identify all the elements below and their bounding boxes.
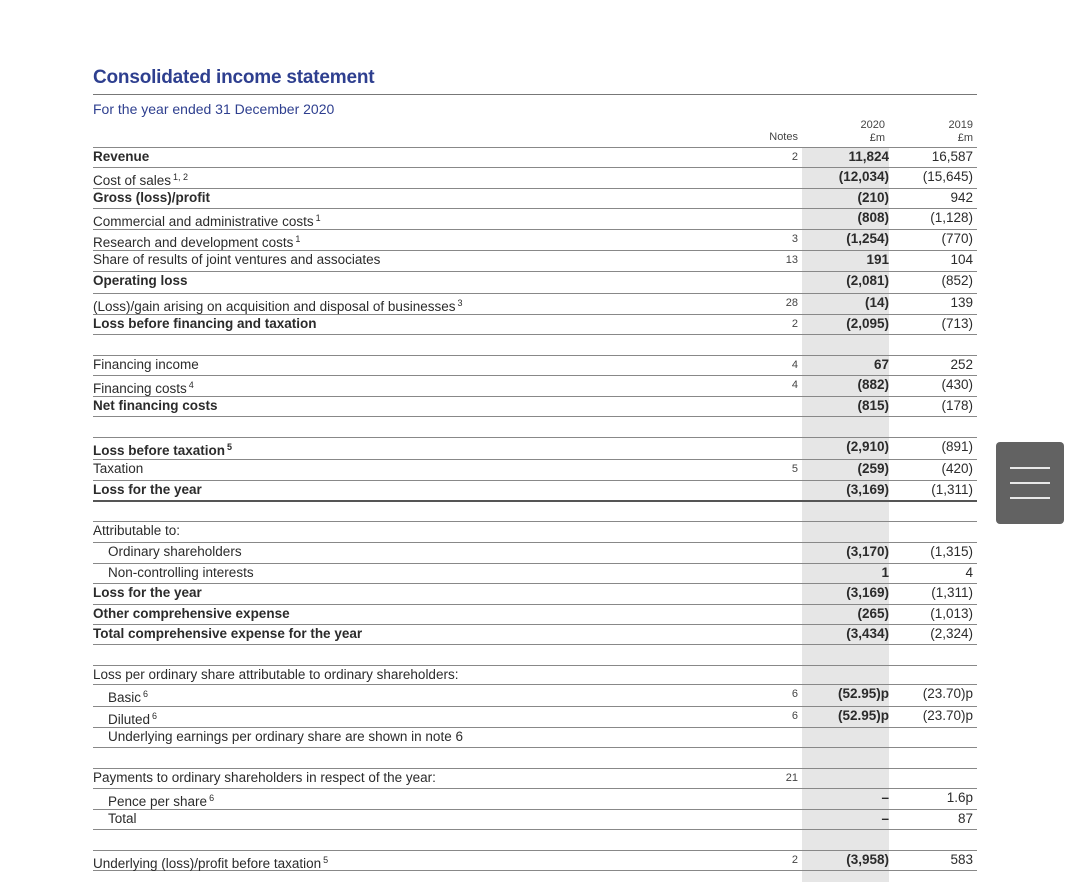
row-label-text: Loss before financing and taxation (93, 316, 317, 331)
footnote-ref: 6 (209, 793, 215, 803)
value-2020: (3,169) (846, 482, 889, 497)
value-2020: (52.95)p (837, 708, 889, 723)
row-label (108, 809, 137, 829)
table-row (93, 437, 977, 457)
menu-button[interactable] (996, 442, 1064, 524)
table-row (93, 684, 977, 704)
row-label-text: Financing income (93, 357, 199, 372)
year-2020-column-header (802, 119, 885, 145)
row-divider (93, 644, 977, 645)
table-row (93, 250, 977, 270)
year-2020-unit: £m (869, 132, 885, 144)
value-2019: 942 (950, 190, 973, 205)
table-row (93, 314, 977, 334)
value-2019: 1.6p (946, 790, 973, 805)
value-2019: (770) (941, 231, 973, 246)
footnote-ref: 1 (295, 234, 301, 244)
table-row (93, 809, 977, 829)
value-2019: (2,324) (930, 626, 973, 641)
row-label (93, 250, 380, 270)
value-2020: 11,824 (848, 149, 889, 164)
row-label-text: Gross (loss)/profit (93, 190, 211, 205)
row-label (93, 271, 188, 291)
row-label-text: Loss for the year (93, 482, 202, 497)
value-2019: (23.70)p (922, 708, 973, 723)
table-row (93, 542, 977, 562)
notes-column-header: Notes (769, 131, 798, 143)
value-2020: (12,034) (838, 169, 889, 184)
row-label-text: Financing costs (93, 381, 187, 396)
value-2019: (1,311) (931, 585, 973, 600)
row-label-text: Underlying earnings per ordinary share are shown in note 6 (108, 729, 463, 744)
row-label-text: (Loss)/gain arising on acquisition and disposal of businesses (93, 299, 456, 314)
value-2019: (891) (941, 439, 973, 454)
row-label (93, 521, 180, 541)
footnote-ref: 1 (315, 213, 321, 223)
value-2020: (3,169) (846, 585, 889, 600)
menu-icon-line (1010, 482, 1050, 484)
value-2019: (1,013) (930, 606, 973, 621)
table-row (93, 271, 977, 291)
value-2020: (3,170) (846, 544, 889, 559)
note-ref: 4 (791, 379, 798, 391)
value-2019: 104 (950, 252, 973, 267)
row-label-text: Loss per ordinary share attributable to ordinary shareholders: (93, 667, 459, 682)
value-2019: (1,128) (930, 210, 973, 225)
value-2020: (2,095) (846, 316, 889, 331)
value-2020: (52.95)p (837, 686, 889, 701)
row-label (93, 665, 458, 685)
row-label-text: Research and development costs (93, 235, 294, 250)
row-label-text: Other comprehensive expense (93, 606, 290, 621)
row-label (108, 727, 463, 747)
footnote-ref: 6 (152, 711, 158, 721)
value-2019: 252 (950, 357, 973, 372)
row-label (93, 147, 149, 167)
value-2020: (14) (864, 295, 889, 310)
row-label-text: Net financing costs (93, 398, 218, 413)
table-row (93, 706, 977, 726)
table-row (93, 293, 977, 313)
table-row (93, 850, 977, 870)
row-label-text: Underlying (loss)/profit before taxation (93, 856, 322, 871)
year-2019-unit: £m (957, 132, 973, 144)
row-label-text: Basic (108, 690, 142, 705)
page-title: Consolidated income statement (93, 67, 375, 88)
table-row (93, 624, 977, 644)
value-2019: (178) (941, 398, 973, 413)
note-ref: 21 (785, 772, 798, 784)
value-2020: (3,958) (846, 852, 889, 867)
value-2019: 4 (965, 565, 973, 580)
footnote-ref: 1, 2 (173, 172, 189, 182)
menu-icon-line (1010, 467, 1050, 469)
row-label (93, 437, 232, 461)
footnote-ref: 4 (188, 380, 194, 390)
row-label-text: Commercial and administrative costs (93, 214, 314, 229)
row-divider (93, 500, 977, 502)
footnote-ref: 5 (227, 442, 233, 452)
row-label-text: Ordinary shareholders (108, 544, 242, 559)
value-2020: (815) (857, 398, 889, 413)
table-row (93, 604, 977, 624)
row-label-text: Operating loss (93, 273, 188, 288)
row-label-text: Share of results of joint ventures and associates (93, 252, 381, 267)
row-label (93, 480, 202, 500)
row-label-text: Diluted (108, 712, 151, 727)
value-2020: (210) (857, 190, 889, 205)
table-row (93, 167, 977, 187)
row-label-text: Cost of sales (93, 173, 172, 188)
value-2019: (23.70)p (922, 686, 973, 701)
menu-icon-line (1010, 497, 1050, 499)
row-label-text: Non-controlling interests (108, 565, 254, 580)
note-ref: 2 (791, 854, 798, 866)
value-2020: (2,910) (846, 439, 889, 454)
row-divider (93, 747, 977, 748)
value-2020: 1 (881, 565, 889, 580)
value-2019: (1,315) (930, 544, 973, 559)
value-2020: (259) (857, 461, 889, 476)
table-row (93, 563, 977, 583)
row-divider (93, 829, 977, 830)
note-ref: 28 (785, 297, 798, 309)
note-ref: 6 (791, 710, 798, 722)
table-row (93, 788, 977, 808)
value-2020: (1,254) (846, 231, 889, 246)
row-divider (93, 334, 977, 335)
row-label (93, 624, 362, 644)
footnote-ref: 5 (323, 855, 329, 865)
row-label (93, 583, 202, 603)
row-label (93, 355, 199, 375)
table-row (93, 459, 977, 479)
note-ref: 4 (791, 359, 798, 371)
row-divider (93, 416, 977, 417)
row-label-text: Pence per share (108, 794, 208, 809)
table-row (93, 665, 977, 685)
row-label (93, 604, 290, 624)
table-row (93, 355, 977, 375)
table-row (93, 208, 977, 228)
row-label-text: Attributable to: (93, 523, 181, 538)
note-ref: 2 (791, 318, 798, 330)
table-row (93, 396, 977, 416)
table-row (93, 583, 977, 603)
table-row (93, 229, 977, 249)
note-ref: 2 (791, 151, 798, 163)
page-subtitle: For the year ended 31 December 2020 (93, 101, 335, 117)
footnote-ref: 3 (457, 298, 463, 308)
value-2019: 139 (950, 295, 973, 310)
table-row (93, 480, 977, 500)
value-2020: 191 (866, 252, 889, 267)
row-label-text: Loss before taxation (93, 443, 226, 458)
table-row (93, 768, 977, 788)
row-label (93, 188, 210, 208)
row-label (93, 396, 218, 416)
value-2019: (15,645) (922, 169, 973, 184)
row-label-text: Total (108, 811, 137, 826)
year-2019-column-header (889, 119, 973, 145)
note-ref: 5 (791, 463, 798, 475)
value-2020: (3,434) (846, 626, 889, 641)
table-row (93, 375, 977, 395)
table-row (93, 147, 977, 167)
value-2019: 16,587 (931, 149, 973, 164)
value-2020: – (881, 811, 889, 826)
row-label (93, 850, 328, 874)
table-row (93, 188, 977, 208)
value-2019: 87 (957, 811, 973, 826)
table-row (93, 727, 977, 747)
footnote-ref: 6 (143, 689, 149, 699)
note-ref: 13 (785, 254, 798, 266)
row-label (108, 563, 254, 583)
value-2020: (2,081) (846, 273, 889, 288)
value-2020: (882) (857, 377, 889, 392)
row-label (93, 768, 436, 788)
value-2019: 583 (950, 852, 973, 867)
value-2019: (420) (941, 461, 973, 476)
year-2019-label: 2019 (948, 119, 973, 131)
value-2020: (808) (857, 210, 889, 225)
row-label-text: Total comprehensive expense for the year (93, 626, 363, 641)
row-label (108, 684, 148, 708)
value-2019: (1,311) (931, 482, 973, 497)
value-2019: (852) (941, 273, 973, 288)
value-2019: (713) (941, 316, 973, 331)
row-label (93, 314, 317, 334)
row-label-text: Loss for the year (93, 585, 202, 600)
note-ref: 6 (791, 688, 798, 700)
row-label-text: Payments to ordinary shareholders in respect of the year: (93, 770, 436, 785)
table-row (93, 521, 977, 541)
value-2020: – (881, 790, 889, 805)
title-divider (93, 94, 977, 95)
value-2020: (265) (857, 606, 889, 621)
value-2019: (430) (941, 377, 973, 392)
row-label (108, 542, 242, 562)
value-2020: 67 (873, 357, 889, 372)
year-2020-label: 2020 (860, 119, 885, 131)
note-ref: 3 (791, 233, 798, 245)
row-label-text: Taxation (93, 461, 144, 476)
row-label-text: Revenue (93, 149, 150, 164)
row-label (93, 459, 143, 479)
